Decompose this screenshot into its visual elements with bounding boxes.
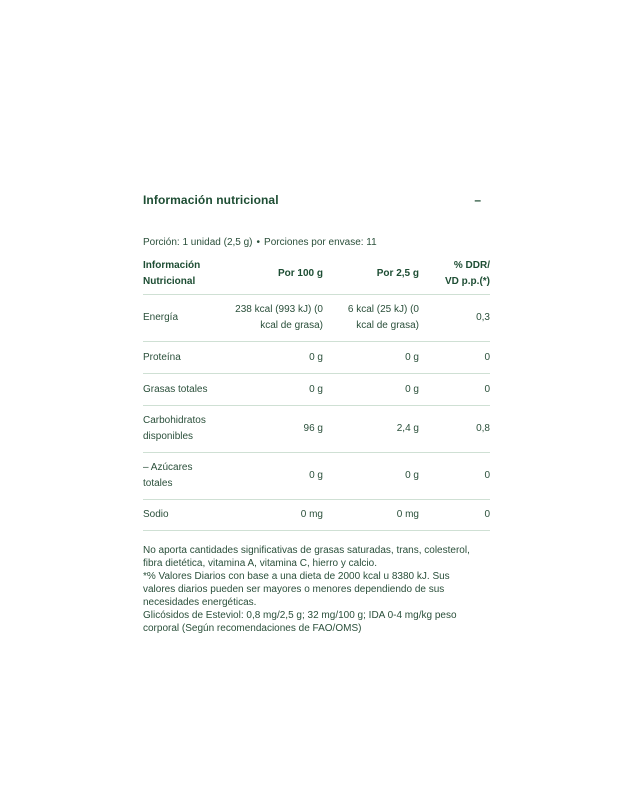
nutrition-notes (143, 544, 490, 635)
value-per-serving: 0 mg (323, 500, 419, 531)
nutrition-table (143, 253, 490, 531)
collapse-icon[interactable]: – (474, 193, 481, 207)
table-row (143, 374, 490, 406)
value-per-100g: 0 g (231, 342, 323, 374)
note-line: *% Valores Diarios con base a una dieta de 2000 kcal u 8380 kJ. Sus (143, 571, 450, 582)
table-row (143, 342, 490, 374)
note-line: valores diarios pueden ser mayores o menores dependiendo de sus (143, 584, 445, 595)
header-ddr: % DDR/ VD p.p.(*) (419, 253, 490, 295)
value-per-100g: 0 g (231, 374, 323, 406)
value-per-100g: 0 mg (231, 500, 323, 531)
value-per-serving: 2,4 g (323, 406, 419, 453)
table-row (143, 406, 490, 453)
servings-per-pack: Porciones por envase: 11 (264, 237, 377, 248)
serving-size: Porción: 1 unidad (2,5 g) (143, 237, 253, 248)
value-per-serving: 6 kcal (25 kJ) (0 kcal de grasa) (323, 295, 419, 342)
nutrient-name: Proteína (143, 342, 231, 374)
table-header-row (143, 253, 490, 295)
value-per-serving: 0 g (323, 374, 419, 406)
value-ddr: 0,3 (419, 295, 490, 342)
header-per-100g: Por 100 g (231, 253, 323, 295)
nutrient-name: Carbohidratos disponibles (143, 406, 231, 453)
table-row (143, 295, 490, 342)
header-nutrient: Información Nutricional (143, 253, 231, 295)
note-line: necesidades energéticas. (143, 597, 257, 608)
value-ddr: 0,8 (419, 406, 490, 453)
value-per-100g: 238 kcal (993 kJ) (0 kcal de grasa) (231, 295, 323, 342)
separator-dot: • (256, 237, 261, 248)
nutrient-name: Energía (143, 295, 231, 342)
nutrient-name: Grasas totales (143, 374, 231, 406)
value-ddr: 0 (419, 342, 490, 374)
note-line: fibra dietética, vitamina A, vitamina C, hierro y calcio. (143, 558, 377, 569)
portion-info (143, 236, 490, 250)
value-ddr: 0 (419, 453, 490, 500)
value-ddr: 0 (419, 500, 490, 531)
table-row (143, 500, 490, 531)
table-row (143, 453, 490, 500)
value-per-100g: 96 g (231, 406, 323, 453)
nutrient-name: – Azúcares totales (143, 453, 231, 500)
nutrient-name: Sodio (143, 500, 231, 531)
value-per-100g: 0 g (231, 453, 323, 500)
nutrition-title: Información nutricional (143, 193, 279, 207)
header-per-serving: Por 2,5 g (323, 253, 419, 295)
value-per-serving: 0 g (323, 342, 419, 374)
note-line: No aporta cantidades significativas de grasas saturadas, trans, colesterol, (143, 545, 470, 556)
value-per-serving: 0 g (323, 453, 419, 500)
value-ddr: 0 (419, 374, 490, 406)
note-line: Glicósidos de Esteviol: 0,8 mg/2,5 g; 32 mg/100 g; IDA 0-4 mg/kg peso (143, 610, 457, 621)
nutrition-header[interactable] (143, 190, 490, 210)
note-line: corporal (Según recomendaciones de FAO/OMS) (143, 623, 362, 634)
nutrition-panel (143, 190, 490, 635)
